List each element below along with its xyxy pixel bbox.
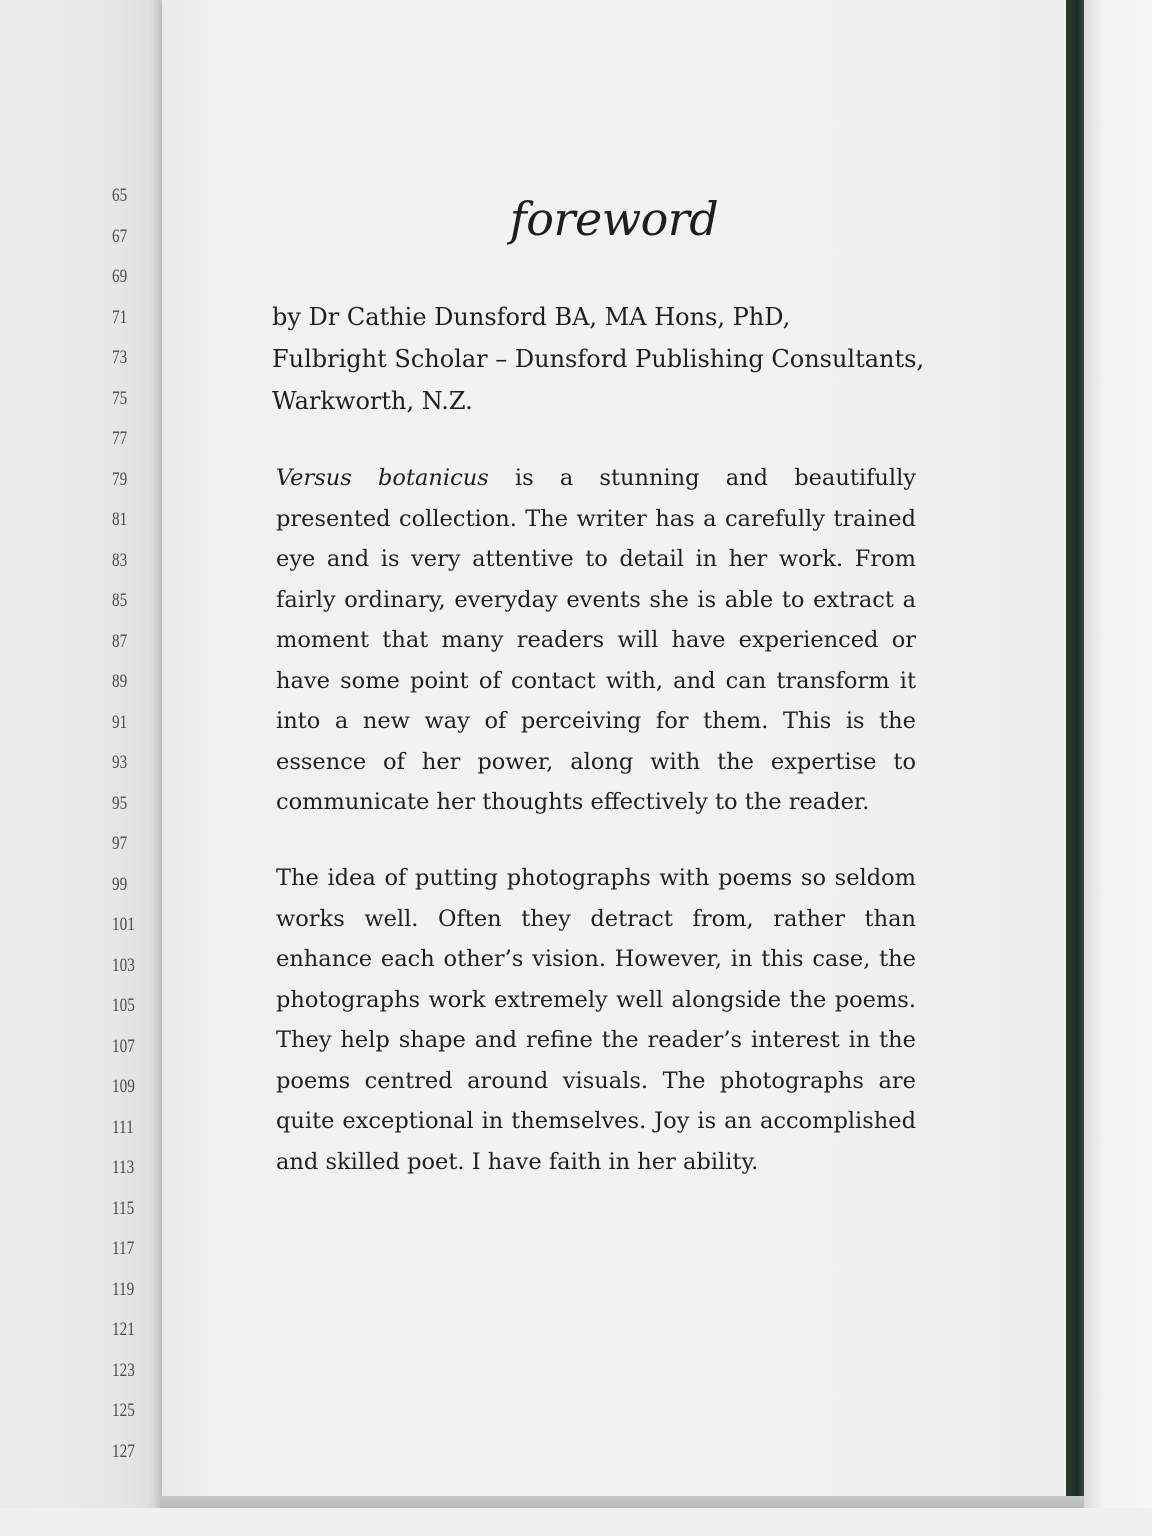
byline-line: Fulbright Scholar – Dunsford Publishing Consultants, <box>272 345 925 373</box>
table-surface <box>1084 0 1152 1536</box>
page-number: 83 <box>112 549 128 571</box>
table-surface-bottom <box>0 1508 1152 1536</box>
page-number: 89 <box>112 671 128 692</box>
page-number: 127 <box>112 1440 135 1462</box>
page-number: 65 <box>112 185 128 206</box>
page-number-list <box>112 176 144 1472</box>
page-number: 113 <box>112 1157 135 1178</box>
page-number: 77 <box>112 428 128 449</box>
page-number: 99 <box>112 873 128 895</box>
paragraph-2: The idea of putting photographs with poems so seldom works well. Often they detract from, rather than enhance each other’s vision. However, in this case, the photographs work extremely well alongside the poems. They help shape and refine the reader’s interest in the poems centred around visuals. The photographs are quite exceptional in themselves. Joy is an accomplished and skilled poet. I have faith in her ability. <box>276 865 916 1175</box>
byline-line: by Dr Cathie Dunsford BA, MA Hons, PhD, <box>272 303 791 331</box>
page-number: 75 <box>112 387 128 409</box>
page-title: foreword <box>509 192 719 246</box>
byline-line: Warkworth, N.Z. <box>272 387 473 415</box>
page-number: 125 <box>112 1400 135 1421</box>
page-number: 73 <box>112 347 128 368</box>
page-number: 95 <box>112 792 128 814</box>
page-number: 67 <box>112 225 128 247</box>
page-number: 93 <box>112 752 128 773</box>
page-number: 91 <box>112 711 128 733</box>
page-number: 97 <box>112 833 128 854</box>
page-number: 111 <box>112 1116 134 1138</box>
book-title: Versus botanicus <box>276 465 489 491</box>
paragraph-1 <box>276 458 916 823</box>
page-number: 71 <box>112 306 128 328</box>
page-number: 107 <box>112 1035 135 1057</box>
byline <box>272 296 932 422</box>
page-number: 117 <box>112 1238 135 1259</box>
page-number: 85 <box>112 590 128 611</box>
page-number: 121 <box>112 1319 135 1340</box>
paragraph-text: is a stunning and beautifully presented collection. The writer has a carefully trained eye and is very attentive to detail in her work. From fairly ordinary, everyday events she is able to extract a moment that many readers will have experienced or have some point of contact with, and can transform it into a new way of perceiving for them. This is the essence of her power, along with the expertise to communicate her thoughts effectively to the reader. <box>276 465 916 815</box>
page-number: 105 <box>112 995 135 1016</box>
page-number: 87 <box>112 630 128 652</box>
page-number: 115 <box>112 1197 135 1219</box>
page-number: 79 <box>112 468 128 490</box>
page-number: 101 <box>112 914 135 935</box>
book-bottom-edge <box>160 1496 1084 1508</box>
left-page <box>0 0 162 1536</box>
page-number: 109 <box>112 1076 135 1097</box>
page-number: 119 <box>112 1278 135 1300</box>
page-number: 81 <box>112 509 128 530</box>
book-cover-edge <box>1066 0 1084 1508</box>
page-number: 103 <box>112 954 135 976</box>
page-number: 123 <box>112 1359 135 1381</box>
page-number: 69 <box>112 266 128 287</box>
